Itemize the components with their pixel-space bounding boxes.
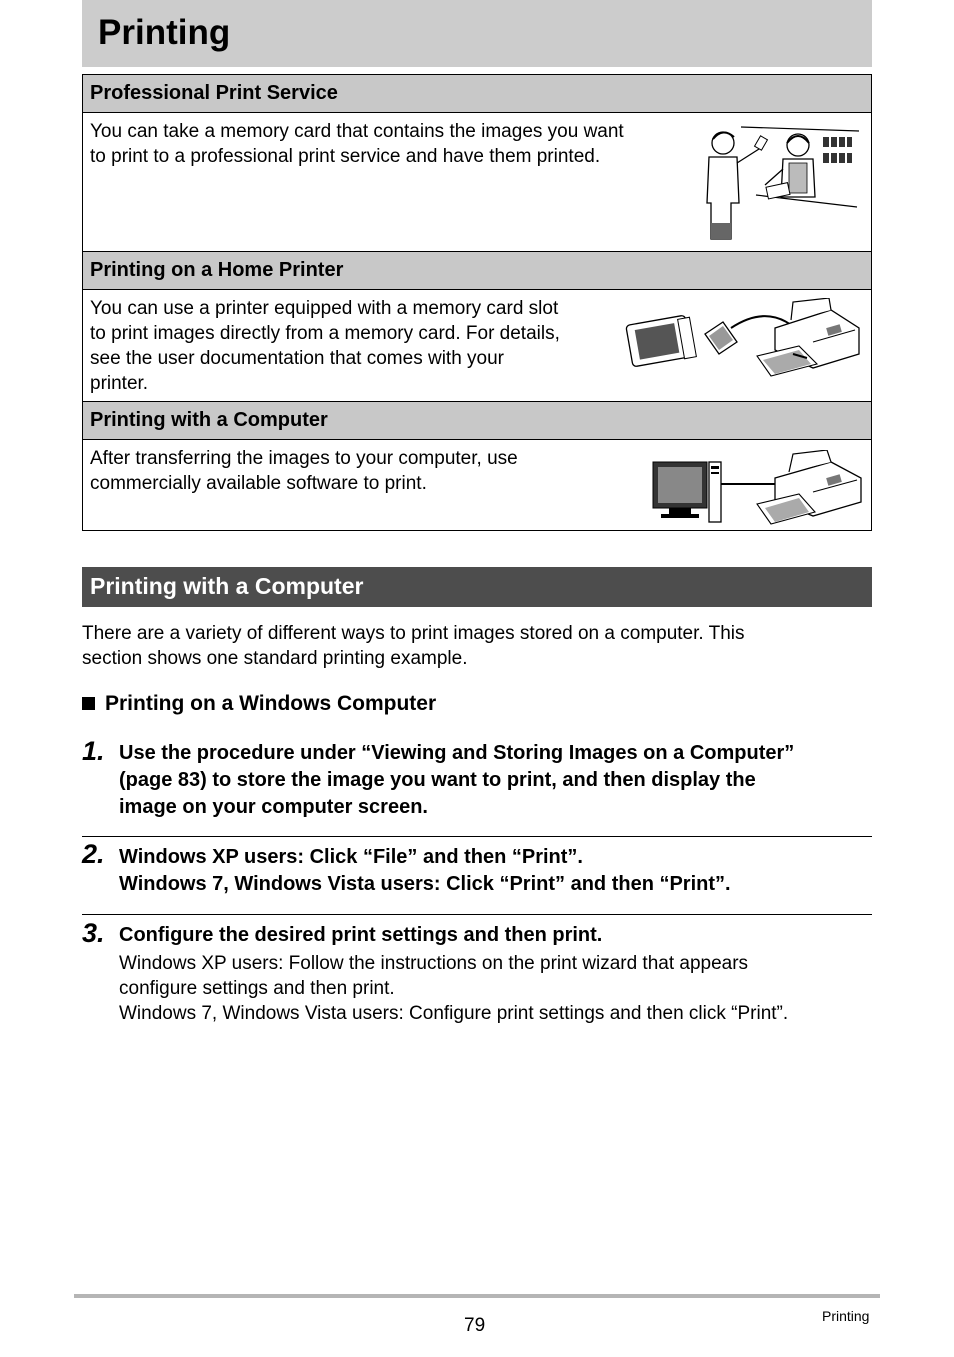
step-number: 2.: [82, 839, 105, 869]
page-number: 79: [464, 1315, 486, 1336]
computer-tower-icon: [709, 462, 721, 522]
overview-body-home-printer: [83, 290, 871, 402]
step-number: 3.: [82, 918, 105, 948]
overview-heading-professional: [83, 75, 871, 113]
overview-heading-home-printer: [83, 252, 871, 290]
footer-rule: [74, 1294, 880, 1298]
step-3-text: [119, 922, 871, 949]
text-line: Windows XP users: Follow the instructions on the print wizard that appears: [119, 953, 749, 974]
section-header: [82, 567, 872, 607]
step-3-detail: [119, 951, 871, 1026]
printer-icon: [757, 298, 859, 376]
text-line: see the user documentation that comes with your: [90, 348, 505, 369]
overview-text: [90, 296, 560, 396]
text-line: There are a variety of different ways to print images stored on a computer. This: [82, 623, 745, 644]
overview-heading-computer: [83, 402, 871, 440]
monitor-icon: [653, 462, 707, 518]
text-line: You can use a printer equipped with a memory card slot: [90, 298, 559, 319]
print-shop-illustration: [701, 123, 861, 241]
page-title-bar: [82, 0, 872, 67]
subheading: [82, 691, 436, 717]
overview-text: [90, 119, 624, 169]
text-line: (page 83) to store the image you want to print, and then display the: [119, 769, 756, 791]
text-line: Use the procedure under “Viewing and Storing Images on a Computer”: [119, 742, 795, 764]
overview-heading-label: Professional Print Service: [90, 82, 338, 104]
step-divider: [82, 836, 872, 837]
text-line: After transferring the images to your computer, use: [90, 448, 518, 469]
page-title: Printing: [98, 13, 231, 52]
overview-heading-label: Printing on a Home Printer: [90, 259, 344, 281]
printer-icon: [757, 450, 861, 524]
text-line: to print to a professional print service and have them printed.: [90, 146, 601, 167]
step-divider: [82, 914, 872, 915]
camera-icon: [626, 315, 697, 367]
text-line: to print images directly from a memory card. For details,: [90, 323, 560, 344]
poster-icon: [823, 137, 852, 163]
overview-text: [90, 446, 518, 496]
text-line: You can take a memory card that contains the images you want: [90, 121, 624, 142]
text-line: section shows one standard printing example.: [82, 648, 468, 669]
overview-body-professional: [83, 113, 871, 252]
text-line: configure settings and then print.: [119, 978, 395, 999]
overview-heading-label: Printing with a Computer: [90, 409, 328, 431]
section-intro: [82, 621, 862, 671]
step-2-text: [119, 844, 871, 898]
computer-printer-illustration: [649, 450, 865, 526]
subheading-label: Printing on a Windows Computer: [105, 692, 437, 715]
text-line: image on your computer screen.: [119, 796, 428, 818]
step-number: 1.: [82, 736, 105, 766]
text-line: Windows XP users: Click “File” and then “Print”.: [119, 846, 583, 868]
square-bullet-icon: [82, 697, 95, 710]
step-1-text: [119, 740, 871, 821]
overview-table: [82, 74, 872, 531]
text-line: printer.: [90, 373, 149, 394]
section-title: Printing with a Computer: [90, 573, 364, 599]
overview-body-computer: [83, 440, 871, 530]
text-line: commercially available software to print.: [90, 473, 427, 494]
text-line: Configure the desired print settings and then print.: [119, 924, 603, 946]
text-line: Windows 7, Windows Vista users: Click “Print” and then “Print”.: [119, 873, 731, 895]
footer-section-label: Printing: [822, 1308, 870, 1324]
text-line: Windows 7, Windows Vista users: Configure print settings and then click “Print”.: [119, 1003, 789, 1024]
camera-card-printer-illustration: [623, 298, 863, 382]
